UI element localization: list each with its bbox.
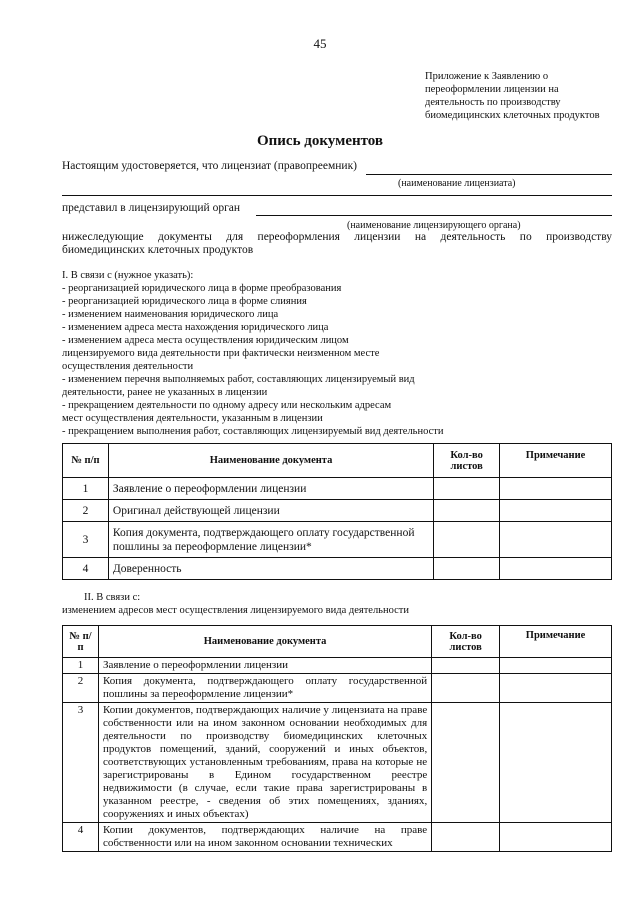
authority-caption: (наименование лицензирующего органа)	[347, 220, 521, 231]
table-header-row	[63, 626, 612, 658]
appendix-line: деятельность по производству	[425, 97, 561, 108]
header-count: Кол-во листов	[434, 444, 500, 478]
appendix-note	[425, 70, 625, 122]
row-note	[500, 823, 612, 852]
section2-sub: изменением адресов мест осуществления лицензируемого вида деятельности	[62, 605, 409, 616]
list-item: - изменением перечня выполняемых работ, составляющих лицензируемый вид	[62, 374, 415, 385]
row-count	[432, 658, 500, 674]
header-num: № п/п	[63, 444, 109, 478]
table-header-row	[63, 444, 612, 478]
section2-heading: II. В связи с:	[84, 592, 141, 603]
header-name: Наименование документа	[108, 444, 433, 478]
licensee-line	[366, 174, 612, 175]
authority-line	[256, 215, 612, 216]
documents-paragraph-line2: биомедицинских клеточных продуктов	[62, 244, 254, 256]
row-note	[500, 658, 612, 674]
row-name: Заявление о переоформлении лицензии	[108, 478, 433, 500]
row-count	[434, 500, 500, 522]
list-item: осуществления деятельности	[62, 361, 194, 372]
row-note	[500, 703, 612, 823]
table-row	[63, 478, 612, 500]
row-note	[500, 522, 612, 558]
document-title: Опись документов	[256, 133, 384, 149]
list-item: - прекращением деятельности по одному адресу или нескольким адресам	[62, 400, 392, 411]
row-name: Копия документа, подтверждающего оплату государственной пошлины за переоформление лицензии*	[108, 522, 433, 558]
row-name: Заявление о переоформлении лицензии	[98, 658, 431, 674]
row-num: 3	[63, 522, 109, 558]
table-row	[63, 558, 612, 580]
appendix-line: биомедицинских клеточных продуктов	[425, 110, 600, 121]
row-name: Копии документов, подтверждающих наличие у лицензиата на праве собственности или на ином законном основании необходимых для деятельности по производству биомедицинских клеточных продуктов помещений, зданий, сооружений и иных объектов, соответствующих установленным требованиям, права на которые не зарегистрированы в Едином государственном реестре недвижимости (в случае, если такие права зарегистрированы в указанном реестре, - сведения об этих помещениях, зданиях, сооружениях и иных объектах)	[98, 703, 431, 823]
documents-paragraph-line1: нижеследующие документы для переоформления лицензии на деятельность по производству	[62, 231, 612, 243]
list-item: деятельности, ранее не указанных в лицензии	[62, 387, 268, 398]
list-item: - реорганизацией юридического лица в форме слияния	[62, 296, 307, 307]
section1-list	[62, 269, 622, 438]
list-item: - реорганизацией юридического лица в форме преобразования	[62, 283, 342, 294]
row-count	[432, 703, 500, 823]
header-note: Примечание	[500, 626, 612, 658]
documents-table-2	[62, 625, 612, 852]
row-num: 1	[63, 478, 109, 500]
row-name: Копии документов, подтверждающих наличие на праве собственности или на ином законном основании технических	[98, 823, 431, 852]
row-count	[434, 558, 500, 580]
table-row	[63, 823, 612, 852]
list-item: - прекращением выполнения работ, составляющих лицензируемый вид деятельности	[62, 426, 444, 437]
row-num: 2	[63, 674, 99, 703]
documents-table-1	[62, 443, 612, 580]
table-row	[63, 674, 612, 703]
row-num: 3	[63, 703, 99, 823]
row-count	[432, 674, 500, 703]
header-num: № п/п	[63, 626, 99, 658]
table-row	[63, 703, 612, 823]
row-name: Оригинал действующей лицензии	[108, 500, 433, 522]
row-note	[500, 500, 612, 522]
header-name: Наименование документа	[98, 626, 431, 658]
list-item: - изменением адреса места нахождения юридического лица	[62, 322, 329, 333]
row-note	[500, 674, 612, 703]
authority-statement: представил в лицензирующий орган	[62, 202, 241, 214]
row-count	[434, 522, 500, 558]
row-num: 4	[63, 558, 109, 580]
list-item: мест осуществления деятельности, указанным в лицензии	[62, 413, 323, 424]
section1-heading: I. В связи с (нужное указать):	[62, 270, 194, 281]
table-row	[63, 522, 612, 558]
appendix-line: Приложение к Заявлению о	[425, 71, 549, 82]
row-name: Доверенность	[108, 558, 433, 580]
list-item: - изменением наименования юридического лица	[62, 309, 279, 320]
row-num: 2	[63, 500, 109, 522]
header-count: Кол-во листов	[432, 626, 500, 658]
list-item: лицензируемого вида деятельности при фактически неизменном месте	[62, 348, 380, 359]
header-note: Примечание	[500, 444, 612, 478]
table-row	[63, 658, 612, 674]
appendix-line: переоформлении лицензии на	[425, 84, 559, 95]
licensee-caption: (наименование лицензиата)	[398, 178, 516, 189]
row-note	[500, 558, 612, 580]
row-note	[500, 478, 612, 500]
licensee-statement: Настоящим удостоверяется, что лицензиат (правопреемник)	[62, 160, 357, 172]
page-number: 45	[313, 36, 327, 51]
row-num: 1	[63, 658, 99, 674]
row-num: 4	[63, 823, 99, 852]
table-row	[63, 500, 612, 522]
row-name: Копия документа, подтверждающего оплату государственной пошлины за переоформление лицензии*	[98, 674, 431, 703]
row-count	[432, 823, 500, 852]
licensee-line-2	[62, 195, 612, 196]
list-item: - изменением адреса места осуществления юридическим лицом	[62, 335, 349, 346]
row-count	[434, 478, 500, 500]
